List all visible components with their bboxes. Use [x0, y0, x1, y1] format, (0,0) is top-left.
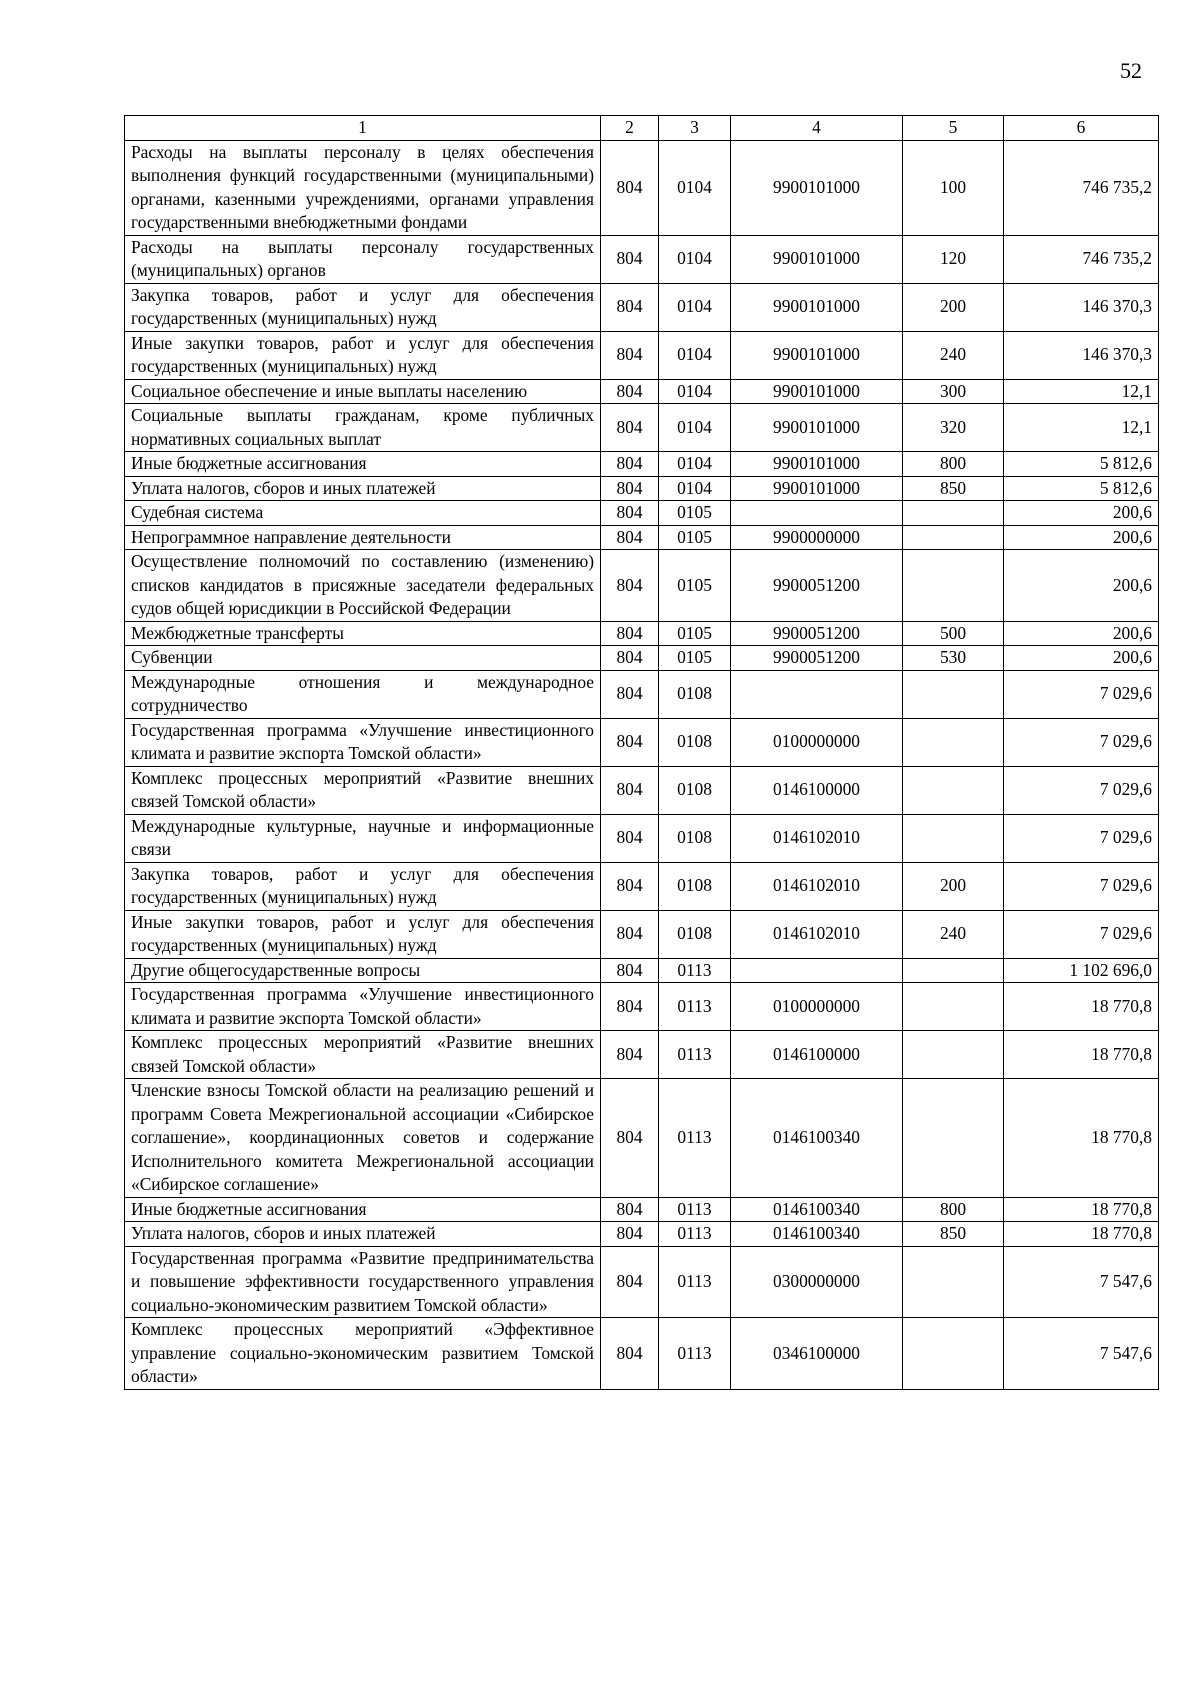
row-vr-cell: 240	[903, 910, 1004, 958]
row-ved-cell: 804	[601, 646, 659, 671]
row-name-cell: Международные отношения и международное сотрудничество	[125, 670, 601, 718]
row-rzpr-cell: 0113	[659, 1079, 731, 1198]
row-rzpr-cell: 0113	[659, 958, 731, 983]
row-csr-cell: 9900101000	[731, 404, 903, 452]
row-vr-cell	[903, 550, 1004, 622]
row-ved-cell: 804	[601, 1079, 659, 1198]
row-amount-cell: 18 770,8	[1004, 1079, 1159, 1198]
row-csr-cell: 0146100340	[731, 1197, 903, 1222]
row-rzpr-cell: 0104	[659, 476, 731, 501]
row-csr-cell: 0146102010	[731, 910, 903, 958]
row-amount-cell: 1 102 696,0	[1004, 958, 1159, 983]
table-row	[125, 550, 1159, 622]
row-csr-cell	[731, 670, 903, 718]
row-ved-cell: 804	[601, 331, 659, 379]
row-ved-cell: 804	[601, 501, 659, 526]
row-amount-cell: 146 370,3	[1004, 331, 1159, 379]
table-row	[125, 140, 1159, 235]
row-name-cell: Социальные выплаты гражданам, кроме публичных нормативных социальных выплат	[125, 404, 601, 452]
row-amount-cell: 7 029,6	[1004, 718, 1159, 766]
row-vr-cell	[903, 1031, 1004, 1079]
row-ved-cell: 804	[601, 476, 659, 501]
row-ved-cell: 804	[601, 404, 659, 452]
row-rzpr-cell: 0105	[659, 621, 731, 646]
row-csr-cell: 0146100340	[731, 1222, 903, 1247]
row-csr-cell: 0346100000	[731, 1318, 903, 1390]
row-vr-cell	[903, 1079, 1004, 1198]
row-vr-cell	[903, 501, 1004, 526]
row-vr-cell	[903, 670, 1004, 718]
row-rzpr-cell: 0113	[659, 1318, 731, 1390]
row-vr-cell: 500	[903, 621, 1004, 646]
column-header: 2	[601, 116, 659, 141]
row-ved-cell: 804	[601, 958, 659, 983]
row-name-cell: Иные бюджетные ассигнования	[125, 1197, 601, 1222]
row-csr-cell: 9900101000	[731, 235, 903, 283]
column-header: 3	[659, 116, 731, 141]
row-amount-cell: 200,6	[1004, 501, 1159, 526]
row-vr-cell: 800	[903, 1197, 1004, 1222]
table-row	[125, 331, 1159, 379]
row-name-cell: Комплекс процессных мероприятий «Развитие внешних связей Томской области»	[125, 766, 601, 814]
row-ved-cell: 804	[601, 283, 659, 331]
row-name-cell: Межбюджетные трансферты	[125, 621, 601, 646]
row-vr-cell	[903, 814, 1004, 862]
row-ved-cell: 804	[601, 670, 659, 718]
table-row	[125, 646, 1159, 671]
row-ved-cell: 804	[601, 1318, 659, 1390]
row-csr-cell: 9900101000	[731, 476, 903, 501]
row-csr-cell: 0100000000	[731, 983, 903, 1031]
row-amount-cell: 746 735,2	[1004, 235, 1159, 283]
row-rzpr-cell: 0113	[659, 983, 731, 1031]
row-ved-cell: 804	[601, 621, 659, 646]
row-csr-cell	[731, 958, 903, 983]
row-vr-cell: 100	[903, 140, 1004, 235]
row-vr-cell: 850	[903, 1222, 1004, 1247]
row-vr-cell: 240	[903, 331, 1004, 379]
table-row	[125, 452, 1159, 477]
row-csr-cell: 9900051200	[731, 621, 903, 646]
row-amount-cell: 7 029,6	[1004, 766, 1159, 814]
table-row	[125, 983, 1159, 1031]
row-rzpr-cell: 0104	[659, 379, 731, 404]
row-amount-cell: 7 029,6	[1004, 862, 1159, 910]
table-row	[125, 621, 1159, 646]
row-ved-cell: 804	[601, 235, 659, 283]
row-ved-cell: 804	[601, 910, 659, 958]
row-amount-cell: 12,1	[1004, 404, 1159, 452]
row-amount-cell: 18 770,8	[1004, 983, 1159, 1031]
row-amount-cell: 5 812,6	[1004, 452, 1159, 477]
row-rzpr-cell: 0105	[659, 550, 731, 622]
row-rzpr-cell: 0113	[659, 1197, 731, 1222]
column-header: 4	[731, 116, 903, 141]
row-csr-cell: 0146102010	[731, 862, 903, 910]
row-vr-cell: 300	[903, 379, 1004, 404]
row-ved-cell: 804	[601, 550, 659, 622]
table-row	[125, 1246, 1159, 1318]
row-ved-cell: 804	[601, 525, 659, 550]
row-vr-cell	[903, 1246, 1004, 1318]
row-ved-cell: 804	[601, 718, 659, 766]
row-name-cell: Расходы на выплаты персоналу государственных (муниципальных) органов	[125, 235, 601, 283]
row-csr-cell: 0146100000	[731, 766, 903, 814]
table-row	[125, 1222, 1159, 1247]
row-vr-cell: 530	[903, 646, 1004, 671]
row-ved-cell: 804	[601, 452, 659, 477]
row-vr-cell	[903, 525, 1004, 550]
row-vr-cell	[903, 983, 1004, 1031]
row-amount-cell: 200,6	[1004, 621, 1159, 646]
column-header: 1	[125, 116, 601, 141]
column-header: 6	[1004, 116, 1159, 141]
row-name-cell: Судебная система	[125, 501, 601, 526]
row-rzpr-cell: 0104	[659, 331, 731, 379]
row-name-cell: Государственная программа «Улучшение инвестиционного климата и развитие экспорта Томской области»	[125, 983, 601, 1031]
column-number-row	[125, 116, 1159, 141]
row-rzpr-cell: 0108	[659, 814, 731, 862]
row-csr-cell: 0300000000	[731, 1246, 903, 1318]
table-row	[125, 1318, 1159, 1390]
row-rzpr-cell: 0113	[659, 1222, 731, 1247]
row-name-cell: Иные бюджетные ассигнования	[125, 452, 601, 477]
row-csr-cell: 9900051200	[731, 550, 903, 622]
table-body	[125, 140, 1159, 1389]
row-ved-cell: 804	[601, 1197, 659, 1222]
row-rzpr-cell: 0108	[659, 910, 731, 958]
table-row	[125, 1079, 1159, 1198]
row-ved-cell: 804	[601, 1222, 659, 1247]
row-csr-cell	[731, 501, 903, 526]
column-header: 5	[903, 116, 1004, 141]
table-row	[125, 1031, 1159, 1079]
row-vr-cell: 320	[903, 404, 1004, 452]
row-csr-cell: 9900051200	[731, 646, 903, 671]
row-amount-cell: 18 770,8	[1004, 1222, 1159, 1247]
row-name-cell: Осуществление полномочий по составлению (изменению) списков кандидатов в присяжные заседатели федеральных судов общей юрисдикции в Российской Федерации	[125, 550, 601, 622]
row-name-cell: Иные закупки товаров, работ и услуг для обеспечения государственных (муниципальных) нужд	[125, 910, 601, 958]
row-rzpr-cell: 0104	[659, 404, 731, 452]
row-rzpr-cell: 0104	[659, 283, 731, 331]
row-name-cell: Уплата налогов, сборов и иных платежей	[125, 476, 601, 501]
row-rzpr-cell: 0108	[659, 766, 731, 814]
row-vr-cell: 850	[903, 476, 1004, 501]
table-row	[125, 404, 1159, 452]
row-name-cell: Уплата налогов, сборов и иных платежей	[125, 1222, 601, 1247]
row-vr-cell	[903, 718, 1004, 766]
row-amount-cell: 146 370,3	[1004, 283, 1159, 331]
row-amount-cell: 18 770,8	[1004, 1031, 1159, 1079]
table-row	[125, 283, 1159, 331]
row-ved-cell: 804	[601, 862, 659, 910]
row-rzpr-cell: 0108	[659, 718, 731, 766]
row-amount-cell: 746 735,2	[1004, 140, 1159, 235]
row-vr-cell	[903, 1318, 1004, 1390]
row-name-cell: Субвенции	[125, 646, 601, 671]
row-amount-cell: 12,1	[1004, 379, 1159, 404]
row-name-cell: Социальное обеспечение и иные выплаты населению	[125, 379, 601, 404]
table-row	[125, 670, 1159, 718]
row-vr-cell: 800	[903, 452, 1004, 477]
row-rzpr-cell: 0113	[659, 1031, 731, 1079]
page-number: 52	[1120, 58, 1142, 83]
row-ved-cell: 804	[601, 140, 659, 235]
row-amount-cell: 7 029,6	[1004, 910, 1159, 958]
budget-table	[124, 115, 1159, 1390]
row-name-cell: Непрограммное направление деятельности	[125, 525, 601, 550]
row-csr-cell: 0100000000	[731, 718, 903, 766]
row-ved-cell: 804	[601, 814, 659, 862]
table-row	[125, 958, 1159, 983]
row-ved-cell: 804	[601, 1246, 659, 1318]
table-row	[125, 379, 1159, 404]
row-csr-cell: 9900101000	[731, 379, 903, 404]
table-row	[125, 476, 1159, 501]
row-csr-cell: 0146100340	[731, 1079, 903, 1198]
row-vr-cell: 200	[903, 862, 1004, 910]
row-amount-cell: 7 029,6	[1004, 670, 1159, 718]
row-amount-cell: 7 547,6	[1004, 1246, 1159, 1318]
row-ved-cell: 804	[601, 1031, 659, 1079]
table-row	[125, 814, 1159, 862]
row-name-cell: Государственная программа «Развитие предпринимательства и повышение эффективности государственного управления социально-экономическим развитием Томской области»	[125, 1246, 601, 1318]
row-vr-cell	[903, 766, 1004, 814]
row-vr-cell: 120	[903, 235, 1004, 283]
row-rzpr-cell: 0108	[659, 862, 731, 910]
row-ved-cell: 804	[601, 983, 659, 1031]
row-rzpr-cell: 0105	[659, 501, 731, 526]
row-name-cell: Закупка товаров, работ и услуг для обеспечения государственных (муниципальных) нужд	[125, 862, 601, 910]
row-csr-cell: 9900101000	[731, 140, 903, 235]
row-name-cell: Комплекс процессных мероприятий «Развитие внешних связей Томской области»	[125, 1031, 601, 1079]
table-row	[125, 718, 1159, 766]
row-name-cell: Международные культурные, научные и информационные связи	[125, 814, 601, 862]
row-vr-cell: 200	[903, 283, 1004, 331]
row-name-cell: Другие общегосударственные вопросы	[125, 958, 601, 983]
row-name-cell: Расходы на выплаты персоналу в целях обеспечения выполнения функций государственными (муниципальными) органами, казенными учреждениями, органами управления государственными внебюджетными фондами	[125, 140, 601, 235]
row-amount-cell: 200,6	[1004, 550, 1159, 622]
row-csr-cell: 9900101000	[731, 331, 903, 379]
table-row	[125, 235, 1159, 283]
row-csr-cell: 9900101000	[731, 452, 903, 477]
row-amount-cell: 200,6	[1004, 646, 1159, 671]
row-name-cell: Иные закупки товаров, работ и услуг для обеспечения государственных (муниципальных) нужд	[125, 331, 601, 379]
table-header	[125, 116, 1159, 141]
table-row	[125, 766, 1159, 814]
row-rzpr-cell: 0113	[659, 1246, 731, 1318]
row-rzpr-cell: 0108	[659, 670, 731, 718]
row-name-cell: Членские взносы Томской области на реализацию решений и программ Совета Межрегиональной ассоциации «Сибирское соглашение», координационных советов и содержание Исполнительного комитета Межрегиональной ассоциации «Сибирское соглашение»	[125, 1079, 601, 1198]
row-rzpr-cell: 0104	[659, 452, 731, 477]
row-ved-cell: 804	[601, 766, 659, 814]
row-amount-cell: 7 029,6	[1004, 814, 1159, 862]
row-vr-cell	[903, 958, 1004, 983]
row-name-cell: Комплекс процессных мероприятий «Эффективное управление социально-экономическим развитием Томской области»	[125, 1318, 601, 1390]
table-row	[125, 862, 1159, 910]
table-row	[125, 1197, 1159, 1222]
row-name-cell: Закупка товаров, работ и услуг для обеспечения государственных (муниципальных) нужд	[125, 283, 601, 331]
row-rzpr-cell: 0104	[659, 235, 731, 283]
row-amount-cell: 18 770,8	[1004, 1197, 1159, 1222]
row-rzpr-cell: 0105	[659, 525, 731, 550]
table-row	[125, 501, 1159, 526]
row-amount-cell: 5 812,6	[1004, 476, 1159, 501]
table-row	[125, 525, 1159, 550]
row-amount-cell: 7 547,6	[1004, 1318, 1159, 1390]
row-amount-cell: 200,6	[1004, 525, 1159, 550]
table-row	[125, 910, 1159, 958]
row-ved-cell: 804	[601, 379, 659, 404]
row-csr-cell: 9900101000	[731, 283, 903, 331]
row-rzpr-cell: 0105	[659, 646, 731, 671]
row-name-cell: Государственная программа «Улучшение инвестиционного климата и развитие экспорта Томской области»	[125, 718, 601, 766]
row-csr-cell: 0146102010	[731, 814, 903, 862]
row-rzpr-cell: 0104	[659, 140, 731, 235]
row-csr-cell: 9900000000	[731, 525, 903, 550]
row-csr-cell: 0146100000	[731, 1031, 903, 1079]
